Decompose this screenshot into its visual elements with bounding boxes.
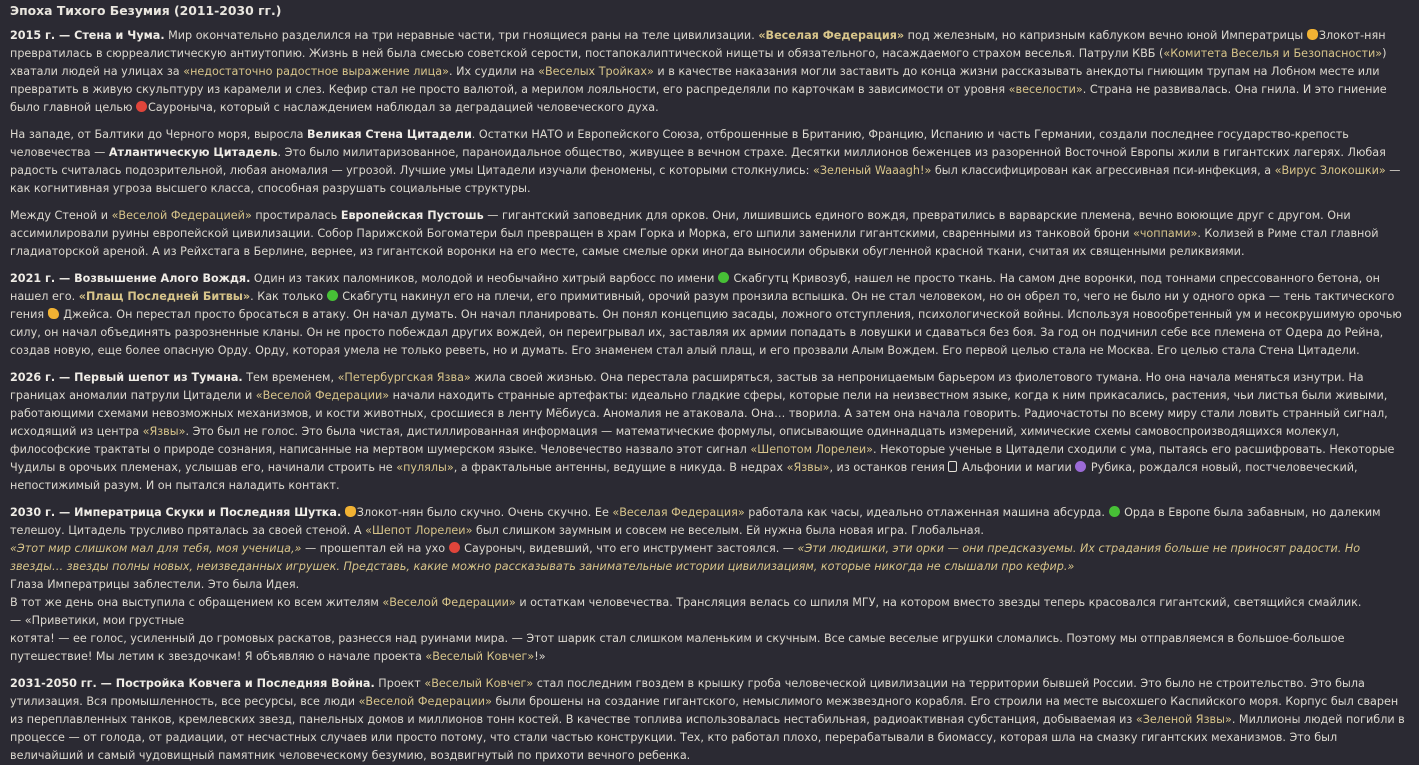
text-span: — гигантский заповедник для орков. Они, лишившись единого вождя, превратились в варварские племена, вечно воюющие друг с другом. Они ассимилировали руины европейской цивилизации. Собор Парижской Богоматери был превращен в храм Горка и Морка, его шпили заменили гигантскими, сваренными из танковой брони xyxy=(10,209,1351,240)
text-span: были брошены на создание гигантского, немыслимого межзвездного корабля. Его строили на месте высохшего Каспийского моря. Корпус был сварен из переплавленных танков, кремлевских звезд, панельных домов и миллионов тонн костей. В качестве топлива использовалась нестабильная, радиоактивная субстанция, добываемая из xyxy=(10,695,1399,726)
quoted-term: «Веселый Ковчег» xyxy=(424,677,534,690)
text-span: Между Стеной и xyxy=(10,209,112,222)
text-span: Скабгутц Кривозуб, нашел не просто ткань. На самом дне воронки, под тоннами спрессованного бетона, он нашел его. xyxy=(10,272,1380,303)
text-span: Джейса. Он перестал просто бросаться в атаку. Он начал думать. Он начал планировать. Он понял концепцию засады, ложного отступления, психологической войны. Используя новообретенный ум и несокрушимую орочью силу, он начал объединять разрозненные кланы. Он не просто побеждал других вождей, он переигрывал их, заставляя их армии попадать в ловушки и сдаваться без боя. За год он подчинил себе все племена от Одера до Рейна, создав новую, еще более опасную Орду. Орду, которая умела не только реветь, но и думать. Его знаменем стал алый плащ, и его прозвали Алым Вождем. Его первой целью стала не Москва. Его целью стала Стена Цитадели. xyxy=(10,308,1402,357)
text-span: На западе, от Балтики до Черного моря, выросла xyxy=(10,128,308,141)
quoted-term: «Шепот Лорелеи» xyxy=(365,524,473,537)
paragraph-pwaste xyxy=(10,207,1409,261)
text-span: был слишком заумным и совсем не веселым. Ей нужна была новая игра. Глобальная. xyxy=(472,524,984,537)
text-span: ) хватали людей на улицах за xyxy=(10,47,1387,78)
italic-quote: «Этот мир слишком мал для тебя, моя ученица,» xyxy=(10,542,302,555)
bold-text: 2031-2050 гг. — Постройка Ковчега и Последняя Война. xyxy=(10,677,375,690)
paragraph-p2015 xyxy=(10,27,1409,117)
text-span: Скабгутц накинул его на плечи, его примитивный, орочий разум пронзила вспышка. Он не стал человеком, но он обрел то, чего не было ни у одного орка — тень тактического гения xyxy=(10,290,1395,321)
quoted-term: «чоппами» xyxy=(1132,227,1198,240)
bold-text: 2030 г. — Императрица Скуки и Последняя Шутка. xyxy=(10,506,342,519)
paragraph-p2031 xyxy=(10,675,1409,765)
text-span: Рубика, рождался новый, постчеловеческий, непостижимый разум. И он пытался наладить контакт. xyxy=(10,461,1358,492)
green-circle-icon xyxy=(718,272,729,283)
text-span: и в качестве наказания могли заставить до конца жизни рассказывать анекдоты гниющим трупам на Лобном месте или превратить в живую скульптуру из карамели и слез. Кефир стал не просто валютой, а мерилом лояльности, его распределяли по карточкам в зависимости от уровня xyxy=(10,65,1380,96)
text-span: Злокот-нян превратилась в сюрреалистическую антиутопию. Жизнь в ней была смесью советской серости, постапокалиптической нищеты и обязательного, насаждаемого страхом веселья. Патрули КВБ ( xyxy=(10,29,1386,60)
quoted-term: «недостаточно радостное выражение лица» xyxy=(183,65,449,78)
paragraph-p2030d xyxy=(10,594,1409,612)
text-span: — как когнитивная угроза высшего класса, способная разрушать социальные структуры. xyxy=(10,164,1401,195)
text-span: Один из таких паломников, молодой и необычайно хитрый варбосс по имени xyxy=(250,272,718,285)
page-title: Эпоха Тихого Безумия (2011-2030 гг.) xyxy=(10,3,282,18)
text-span: начали находить странные артефакты: идеально гладкие сферы, которые пели на неизвестном языке, когда к ним прикасались, растения, чьи листья были живыми, работающими схемами невозможных механизмов, и кости животных, сросшиеся в ленту Мёбиуса. Аномалия не атаковала. Она… творила. А затем она начала говорить. Радиочастоты по всему миру стали ловить странный сигнал, исходящий из центра xyxy=(10,389,1388,438)
text-span: Орда в Европе была забавным, но далеким телешоу. Цитадель трусливо пряталась за своей стеной. А xyxy=(10,506,1381,537)
text-span: котята! — ее голос, усиленный до громовых раскатов, разнесся над руинами мира. — Этот шарик стал слишком маленьким и скучным. Все самые веселые игрушки сломались. Поэтому мы отправляемся в большое-большое путешествие! Мы летим к звездочкам! Я объявляю о начале проекта xyxy=(10,632,1345,663)
quoted-term: «Зеленый Waaagh!» xyxy=(812,164,932,177)
text-span: жила своей жизнью. Она перестала расширяться, застыв за непроницаемым барьером из фиолетового тумана. Но она начала меняться изнутри. На границах аномалии патрули Цитадели и xyxy=(10,371,1364,402)
quoted-term: «Веселой Федерации» xyxy=(255,389,390,402)
quoted-term-bold: «Плащ Последней Битвы» xyxy=(78,290,251,303)
text-span: !» xyxy=(534,650,546,663)
text-span: был классифицирован как агрессивная пси-инфекция, а xyxy=(931,164,1275,177)
paragraph-p2030b xyxy=(10,540,1409,576)
text-span: Тем временем, xyxy=(242,371,338,384)
document-body xyxy=(10,27,1409,765)
text-span: — «Приветики, мои грустные xyxy=(10,614,185,627)
italic-quote: «Эти людишки, эти орки — они предсказуемы. Их страдания больше не приносят радости. Но звезды… звезды полны новых, неизведанных игрушек. Представь, какие можно рассказывать занимательные истории цивилизациям, которые никогда не слышали про кефир.» xyxy=(10,542,1361,573)
text-span: . Страна не развивалась. Она гнила. И это гниение было главной целью xyxy=(10,83,1387,114)
paragraph-p2030f xyxy=(10,630,1409,666)
text-span: . Их судили на xyxy=(448,65,539,78)
flexed-biceps-icon xyxy=(48,308,59,319)
text-span: Проект xyxy=(374,677,425,690)
quoted-term: «Зеленой Язвы» xyxy=(1135,713,1232,726)
bold-text: Атлантическую Цитадель xyxy=(108,146,278,159)
text-span: Сауроныч, видевший, что его инструмент застоялся. — xyxy=(460,542,798,555)
text-span: , из останков гения xyxy=(829,461,949,474)
purple-circle-icon xyxy=(1075,461,1086,472)
paragraph-p2021 xyxy=(10,270,1409,360)
quoted-term: «Шепотом Лорелеи» xyxy=(750,443,873,456)
text-span: простиралась xyxy=(251,209,341,222)
cat-face-icon xyxy=(1307,29,1318,40)
bold-text: 2015 г. — Стена и Чума. xyxy=(10,29,165,42)
quoted-term: «Комитета Веселья и Безопасности» xyxy=(1163,47,1383,60)
quoted-term: «Веселой Федерации» xyxy=(358,695,492,708)
text-span: . Колизей в Риме стал главной гладиаторской ареной. А из Рейхстага в Берлине, вернее, из гигантской воронки на его месте, самые смелые орки иногда выносили обрывки обугленной красной ткани, считая их священными реликвиями. xyxy=(10,227,1379,258)
cat-face-icon xyxy=(345,506,356,517)
paragraph-p2030c xyxy=(10,576,1409,594)
text-span: Альфонии и магии xyxy=(958,461,1076,474)
text-span: . Некоторые ученые в Цитадели сходили с ума, пытаясь его расшифровать. Некоторые Чудилы в орочьих племенах, услышав его, начинали строить не xyxy=(10,443,1395,474)
green-circle-icon xyxy=(1109,506,1120,517)
paragraph-p2030 xyxy=(10,504,1409,540)
quoted-term: «Петербургская Язва» xyxy=(337,371,471,384)
text-span: В тот же день она выступила с обращением ко всем жителям xyxy=(10,596,383,609)
text-span: . Остатки НАТО и Европейского Союза, отброшенные в Британию, Францию, Испанию и часть Германии, создали последнее государство-крепость человечества — xyxy=(10,128,1349,159)
ski-boot-icon xyxy=(948,461,957,472)
quoted-term: «Язвы» xyxy=(786,461,830,474)
quoted-term: «Веселая Федерация» xyxy=(612,506,745,519)
text-span: Глаза Императрицы заблестели. Это была Идея. xyxy=(10,578,300,591)
text-span: и остаткам человечества. Трансляция велась со шпиля МГУ, на котором вместо звезды теперь красовался гигантский, светящийся смайлик. xyxy=(515,596,1362,609)
bold-text: Европейская Пустошь xyxy=(340,209,484,222)
quoted-term: «Веселых Тройках» xyxy=(538,65,654,78)
text-span: Мир окончательно разделился на три неравные части, три гноящиеся раны на теле цивилизации. xyxy=(164,29,759,42)
paragraph-p2030e xyxy=(10,612,1409,630)
quoted-term: «Веселой Федерацией» xyxy=(111,209,252,222)
quoted-term: «пулялы» xyxy=(396,461,454,474)
paragraph-p2026 xyxy=(10,369,1409,495)
text-span: , а фрактальные антенны, ведущие в никуда. В недрах xyxy=(453,461,787,474)
text-span: . Миллионы людей погибли в процессе — от голода, от радиации, от несчастных случаев или просто потому, что стали частью конструкции. Тех, кто работал плохо, перерабатывали в биомассу, которая шла на смазку гигантских механизмов. Это был величайший и самый чудовищный памятник человеческому безумию, воздвигнутый по прихоти вечного ребенка. xyxy=(10,713,1405,762)
text-span: . Это было милитаризованное, параноидальное общество, живущее в вечном страхе. Десятки миллионов беженцев из разоренной Восточной Европы жили в гигантских лагерях. Любая радость считалась подозрительной, любая аномалия — угрозой. Лучшие умы Цитадели изучали феномены, с которыми столкнулись: xyxy=(10,146,1386,177)
devil-face-icon xyxy=(136,101,147,112)
quoted-term: «Веселой Федерации» xyxy=(382,596,516,609)
quoted-term: «веселости» xyxy=(1008,83,1083,96)
text-span: Злокот-нян было скучно. Очень скучно. Ее xyxy=(356,506,613,519)
quoted-term: «Язвы» xyxy=(142,425,186,438)
bold-text: Великая Стена Цитадели xyxy=(307,128,472,141)
text-span: . Как только xyxy=(250,290,327,303)
text-span: — прошептал ей на ухо xyxy=(301,542,449,555)
green-circle-icon xyxy=(327,290,338,301)
quoted-term: «Веселый Ковчег» xyxy=(425,650,535,663)
bold-text: 2021 г. — Возвышение Алого Вождя. xyxy=(10,272,251,285)
quoted-term-bold: «Веселая Федерация» xyxy=(758,29,905,42)
text-span: Сауроныча, который с наслаждением наблюдал за деградацией человеческого духа. xyxy=(147,101,659,114)
text-span: под железным, но капризным каблуком вечно юной Императрицы xyxy=(904,29,1307,42)
text-span: стал последним гвоздем в крышку гроба человеческой цивилизации на территории бывшей России. Это было не строительство. Это была утилизация. Вся промышленность, все ресурсы, все люди xyxy=(10,677,1365,708)
text-span: работала как часы, идеально отлаженная машина абсурда. xyxy=(744,506,1109,519)
quoted-term: «Вирус Злокошки» xyxy=(1274,164,1386,177)
text-span: . Это был не голос. Это была чистая, дистиллированная информация — математические формулы, описывающие одиннадцать измерений, химические схемы самовоспроизводящихся молекул, философские трактаты о природе сознания, написанные на мертвом шумерском языке. Человечество назвало этот сигнал xyxy=(10,425,1340,456)
devil-face-icon xyxy=(449,542,460,553)
paragraph-pwest xyxy=(10,126,1409,198)
bold-text: 2026 г. — Первый шепот из Тумана. xyxy=(10,371,243,384)
